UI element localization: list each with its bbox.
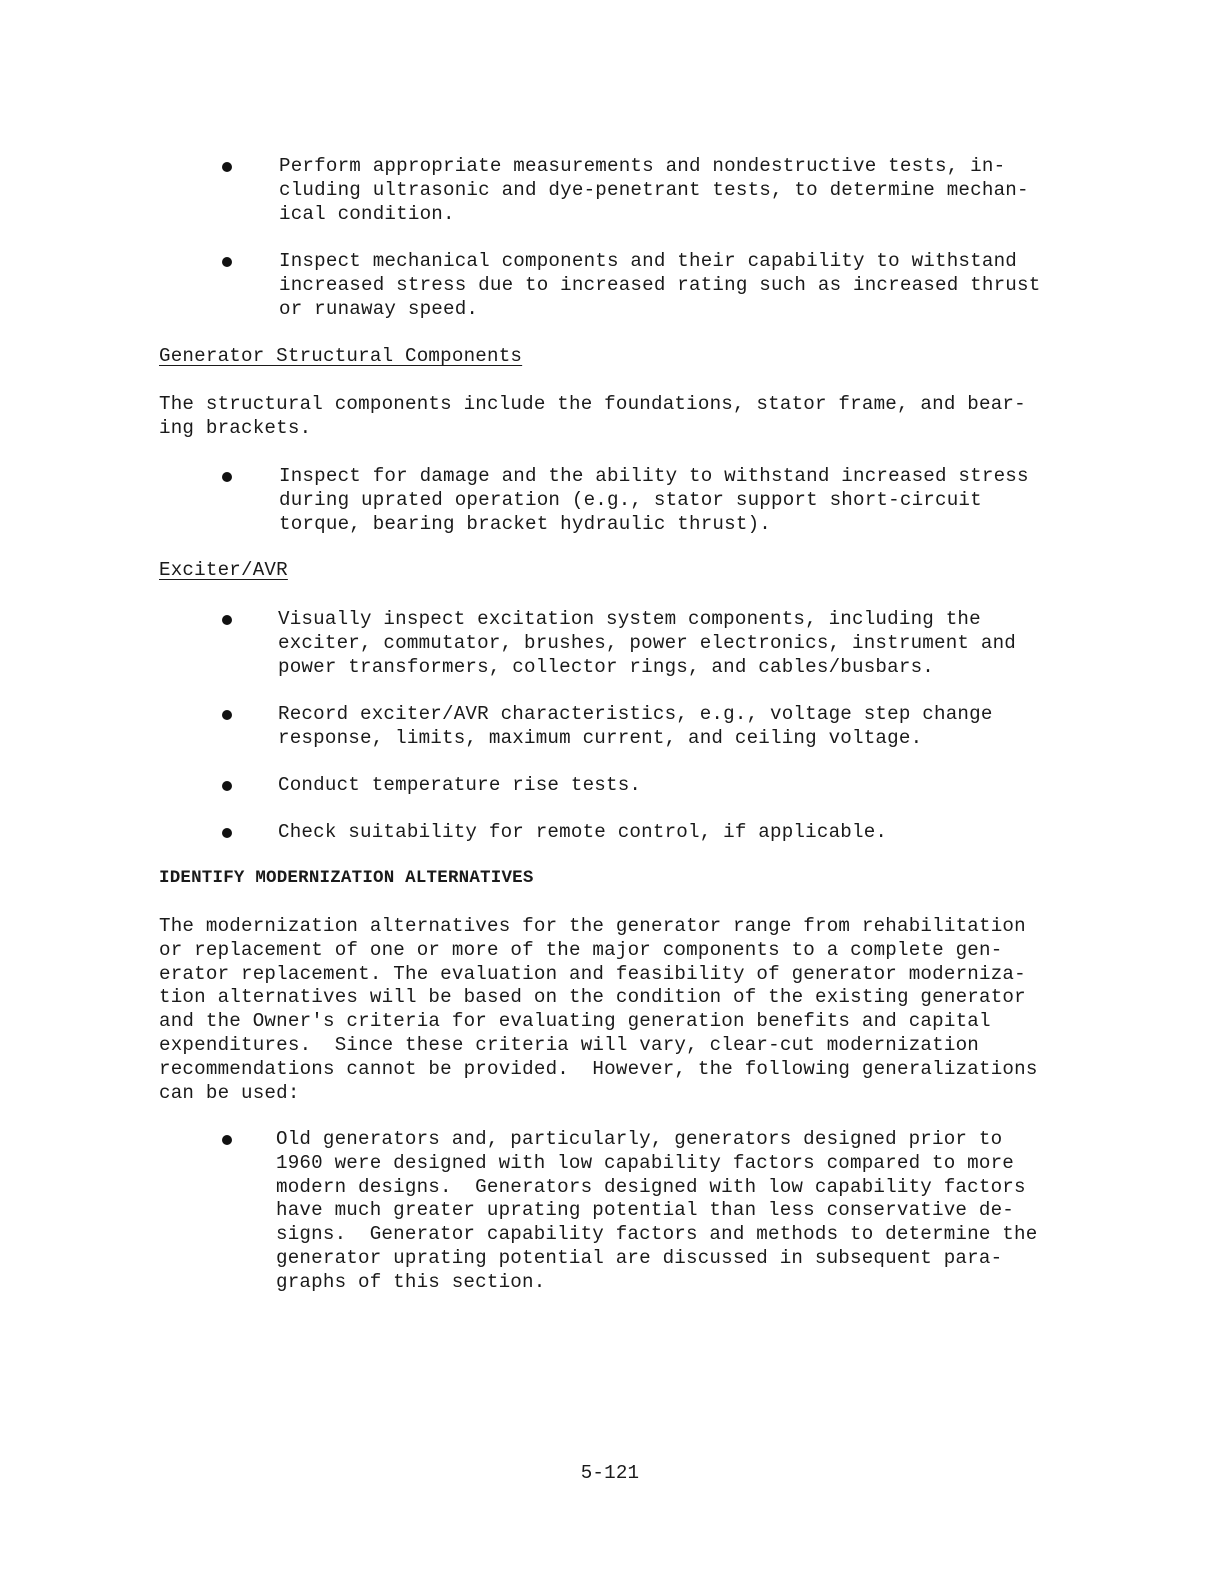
- text-line: erator replacement. The evaluation and feasibility of generator moderniza-: [159, 962, 1026, 985]
- bullet-icon: [222, 615, 232, 625]
- section-heading-structural: Generator Structural Components: [159, 345, 523, 367]
- bullet-icon: [222, 828, 232, 838]
- structural-paragraph: [159, 393, 1026, 441]
- text-line: response, limits, maximum current, and ceiling voltage.: [278, 726, 923, 749]
- text-line: and the Owner's criteria for evaluating generation benefits and capital: [159, 1010, 991, 1033]
- text-line: can be used:: [159, 1081, 300, 1104]
- text-line: exciter, commutator, brushes, power electronics, instrument and: [278, 631, 1017, 654]
- text-line: generator uprating potential are discussed in subsequent para-: [276, 1246, 1003, 1269]
- bullet-icon: [222, 1135, 232, 1145]
- text-line: Old generators and, particularly, generators designed prior to: [276, 1128, 1003, 1150]
- text-line: The modernization alternatives for the generator range from rehabilitation: [159, 915, 1026, 937]
- text-line: tion alternatives will be based on the condition of the existing generator: [159, 986, 1026, 1009]
- text-line: expenditures. Since these criteria will vary, clear-cut modernization: [159, 1033, 980, 1056]
- text-line: Inspect for damage and the ability to withstand increased stress: [279, 465, 1029, 487]
- bullet-text: [279, 155, 1029, 226]
- text-line: or runaway speed.: [279, 297, 479, 320]
- bullet-text: [276, 1128, 1037, 1295]
- bullet-text: [279, 465, 1029, 536]
- bullet-icon: [222, 781, 232, 791]
- text-line: Perform appropriate measurements and nondestructive tests, in-: [279, 155, 1006, 177]
- bullet-icon: [222, 257, 232, 267]
- bullet-icon: [222, 472, 232, 482]
- text-line: cluding ultrasonic and dye-penetrant tests, to determine mechan-: [279, 178, 1029, 201]
- bullet-icon: [222, 162, 232, 172]
- text-line: torque, bearing bracket hydraulic thrust).: [279, 512, 772, 535]
- bullet-text: [279, 250, 1040, 321]
- text-line: Visually inspect excitation system components, including the: [278, 608, 981, 630]
- text-line: increased stress due to increased rating such as increased thrust: [279, 273, 1041, 296]
- text-line: signs. Generator capability factors and methods to determine the: [276, 1223, 1038, 1246]
- text-line: modern designs. Generators designed with low capability factors: [276, 1175, 1026, 1198]
- section-heading-exciter: Exciter/AVR: [159, 559, 288, 581]
- text-line: The structural components include the foundations, stator frame, and bear-: [159, 393, 1026, 415]
- section-heading-modernization: IDENTIFY MODERNIZATION ALTERNATIVES: [159, 868, 534, 888]
- page-number: 5-121: [580, 1462, 640, 1484]
- bullet-text: Conduct temperature rise tests.: [278, 774, 642, 796]
- text-line: Record exciter/AVR characteristics, e.g., voltage step change: [278, 703, 993, 725]
- bullet-text: Check suitability for remote control, if applicable.: [278, 821, 888, 843]
- text-line: recommendations cannot be provided. However, the following generalizations: [159, 1057, 1038, 1080]
- bullet-text: [278, 703, 993, 751]
- bullet-text: [278, 608, 1016, 679]
- text-line: ical condition.: [279, 202, 455, 225]
- text-line: 1960 were designed with low capability factors compared to more: [276, 1151, 1015, 1174]
- text-line: graphs of this section.: [276, 1270, 546, 1293]
- text-line: ing brackets.: [159, 416, 312, 439]
- modernization-paragraph: [159, 915, 1038, 1105]
- text-line: power transformers, collector rings, and cables/busbars.: [278, 655, 935, 678]
- text-line: during uprated operation (e.g., stator support short-circuit: [279, 488, 982, 511]
- text-line: have much greater uprating potential than less conservative de-: [276, 1199, 1015, 1222]
- bullet-icon: [222, 710, 232, 720]
- text-line: or replacement of one or more of the major components to a complete gen-: [159, 938, 1003, 961]
- text-line: Inspect mechanical components and their capability to withstand: [279, 250, 1018, 272]
